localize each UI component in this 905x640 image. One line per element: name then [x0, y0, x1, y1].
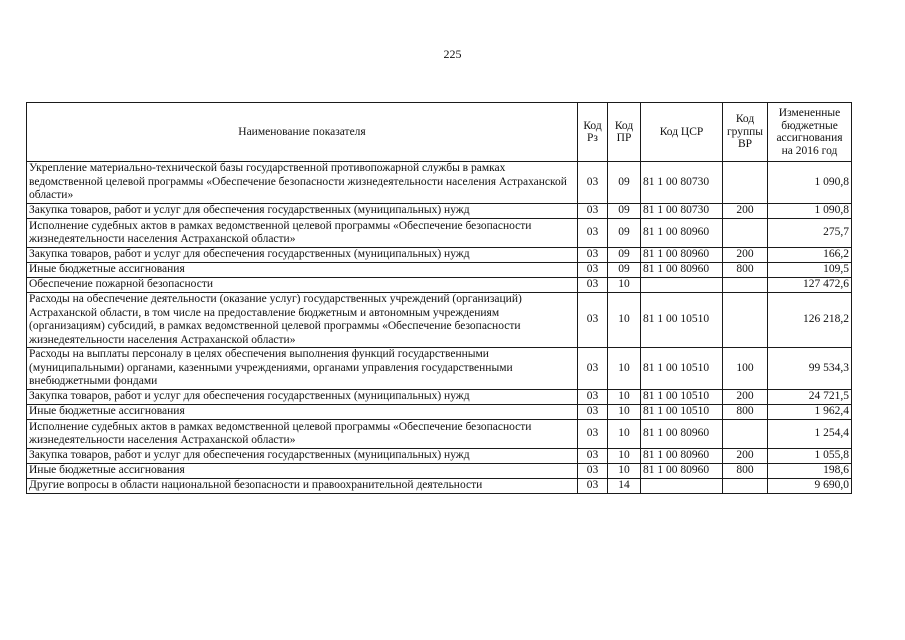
- cell-name: Иные бюджетные ассигнования: [27, 464, 578, 479]
- cell-amount: 127 472,6: [768, 278, 852, 293]
- cell-csr: [641, 479, 723, 494]
- cell-name: Закупка товаров, работ и услуг для обеспечения государственных (муниципальных) нужд: [27, 204, 578, 219]
- cell-pr: 10: [608, 464, 641, 479]
- cell-csr: 81 1 00 80960: [641, 449, 723, 464]
- cell-rz: 03: [578, 293, 608, 348]
- cell-vr: 100: [723, 348, 768, 390]
- table-row: [27, 204, 852, 219]
- cell-amount: 9 690,0: [768, 479, 852, 494]
- cell-rz: 03: [578, 162, 608, 204]
- cell-vr: [723, 219, 768, 248]
- cell-csr: 81 1 00 80960: [641, 248, 723, 263]
- cell-csr: 81 1 00 80960: [641, 219, 723, 248]
- cell-rz: 03: [578, 219, 608, 248]
- cell-pr: 09: [608, 263, 641, 278]
- cell-csr: 81 1 00 80730: [641, 204, 723, 219]
- cell-name: Закупка товаров, работ и услуг для обеспечения государственных (муниципальных) нужд: [27, 449, 578, 464]
- cell-rz: 03: [578, 405, 608, 420]
- cell-vr: 800: [723, 263, 768, 278]
- cell-rz: 03: [578, 263, 608, 278]
- cell-rz: 03: [578, 479, 608, 494]
- cell-csr: 81 1 00 80730: [641, 162, 723, 204]
- cell-name: Закупка товаров, работ и услуг для обеспечения государственных (муниципальных) нужд: [27, 248, 578, 263]
- cell-pr: 10: [608, 278, 641, 293]
- cell-pr: 10: [608, 449, 641, 464]
- budget-table: [26, 102, 852, 494]
- cell-amount: 1 090,8: [768, 162, 852, 204]
- cell-name: Расходы на выплаты персоналу в целях обеспечения выполнения функций государственными (муниципальными) органами, казенными учреждениями, органами управления государственными внебюджетными фондами: [27, 348, 578, 390]
- cell-csr: 81 1 00 10510: [641, 293, 723, 348]
- cell-vr: [723, 293, 768, 348]
- cell-pr: 09: [608, 204, 641, 219]
- cell-rz: 03: [578, 248, 608, 263]
- table-row: [27, 263, 852, 278]
- cell-name: Иные бюджетные ассигнования: [27, 405, 578, 420]
- cell-vr: 200: [723, 449, 768, 464]
- cell-pr: 10: [608, 293, 641, 348]
- cell-name: Расходы на обеспечение деятельности (оказание услуг) государственных учреждений (организаций) Астраханской области, в том числе на предоставление бюджетным и автономным учреждениям (организациям) субсидий, в рамках ведомственной целевой программы «Обеспечение безопасности жизнедеятельности населения Астраханской области»: [27, 293, 578, 348]
- cell-csr: 81 1 00 80960: [641, 263, 723, 278]
- cell-amount: 1 962,4: [768, 405, 852, 420]
- cell-csr: 81 1 00 80960: [641, 464, 723, 479]
- table-row: [27, 219, 852, 248]
- cell-rz: 03: [578, 449, 608, 464]
- cell-pr: 10: [608, 348, 641, 390]
- cell-vr: [723, 420, 768, 449]
- cell-rz: 03: [578, 278, 608, 293]
- cell-vr: [723, 278, 768, 293]
- cell-pr: 10: [608, 405, 641, 420]
- cell-name: Укрепление материально-технической базы государственной противопожарной службы в рамках ведомственной целевой программы «Обеспечение безопасности жизнедеятельности населения Астраханской области»: [27, 162, 578, 204]
- cell-name: Исполнение судебных актов в рамках ведомственной целевой программы «Обеспечение безопасности жизнедеятельности населения Астраханской области»: [27, 219, 578, 248]
- header-rz: Код Рз: [578, 103, 608, 162]
- table-row: [27, 390, 852, 405]
- cell-vr: 800: [723, 464, 768, 479]
- cell-amount: 275,7: [768, 219, 852, 248]
- cell-amount: 126 218,2: [768, 293, 852, 348]
- cell-amount: 1 090,8: [768, 204, 852, 219]
- table-row: [27, 464, 852, 479]
- cell-pr: 09: [608, 248, 641, 263]
- table-row: [27, 248, 852, 263]
- cell-amount: 198,6: [768, 464, 852, 479]
- header-amount: Измененные бюджетные ассигнования на 2016 год: [768, 103, 852, 162]
- cell-rz: 03: [578, 464, 608, 479]
- header-vr: Код группы ВР: [723, 103, 768, 162]
- cell-name: Обеспечение пожарной безопасности: [27, 278, 578, 293]
- cell-pr: 10: [608, 390, 641, 405]
- cell-vr: 200: [723, 248, 768, 263]
- cell-name: Другие вопросы в области национальной безопасности и правоохранительной деятельности: [27, 479, 578, 494]
- cell-amount: 24 721,5: [768, 390, 852, 405]
- cell-csr: 81 1 00 10510: [641, 390, 723, 405]
- cell-name: Закупка товаров, работ и услуг для обеспечения государственных (муниципальных) нужд: [27, 390, 578, 405]
- header-name: Наименование показателя: [27, 103, 578, 162]
- table-row: [27, 348, 852, 390]
- cell-pr: 09: [608, 162, 641, 204]
- table-row: [27, 293, 852, 348]
- cell-csr: 81 1 00 80960: [641, 420, 723, 449]
- table-row: [27, 479, 852, 494]
- cell-vr: 200: [723, 390, 768, 405]
- header-pr: Код ПР: [608, 103, 641, 162]
- cell-amount: 99 534,3: [768, 348, 852, 390]
- cell-vr: 200: [723, 204, 768, 219]
- cell-amount: 109,5: [768, 263, 852, 278]
- cell-pr: 10: [608, 420, 641, 449]
- header-csr: Код ЦСР: [641, 103, 723, 162]
- cell-name: Исполнение судебных актов в рамках ведомственной целевой программы «Обеспечение безопасности жизнедеятельности населения Астраханской области»: [27, 420, 578, 449]
- cell-pr: 09: [608, 219, 641, 248]
- cell-amount: 1 055,8: [768, 449, 852, 464]
- cell-csr: 81 1 00 10510: [641, 405, 723, 420]
- table-row: [27, 449, 852, 464]
- cell-amount: 166,2: [768, 248, 852, 263]
- cell-vr: [723, 479, 768, 494]
- table-row: [27, 162, 852, 204]
- table-header-row: [27, 103, 852, 162]
- page-number: 225: [443, 47, 462, 61]
- table-row: [27, 278, 852, 293]
- cell-vr: 800: [723, 405, 768, 420]
- cell-rz: 03: [578, 204, 608, 219]
- cell-csr: [641, 278, 723, 293]
- cell-name: Иные бюджетные ассигнования: [27, 263, 578, 278]
- cell-amount: 1 254,4: [768, 420, 852, 449]
- cell-csr: 81 1 00 10510: [641, 348, 723, 390]
- table-row: [27, 405, 852, 420]
- cell-rz: 03: [578, 420, 608, 449]
- table-row: [27, 420, 852, 449]
- cell-pr: 14: [608, 479, 641, 494]
- cell-rz: 03: [578, 390, 608, 405]
- cell-vr: [723, 162, 768, 204]
- cell-rz: 03: [578, 348, 608, 390]
